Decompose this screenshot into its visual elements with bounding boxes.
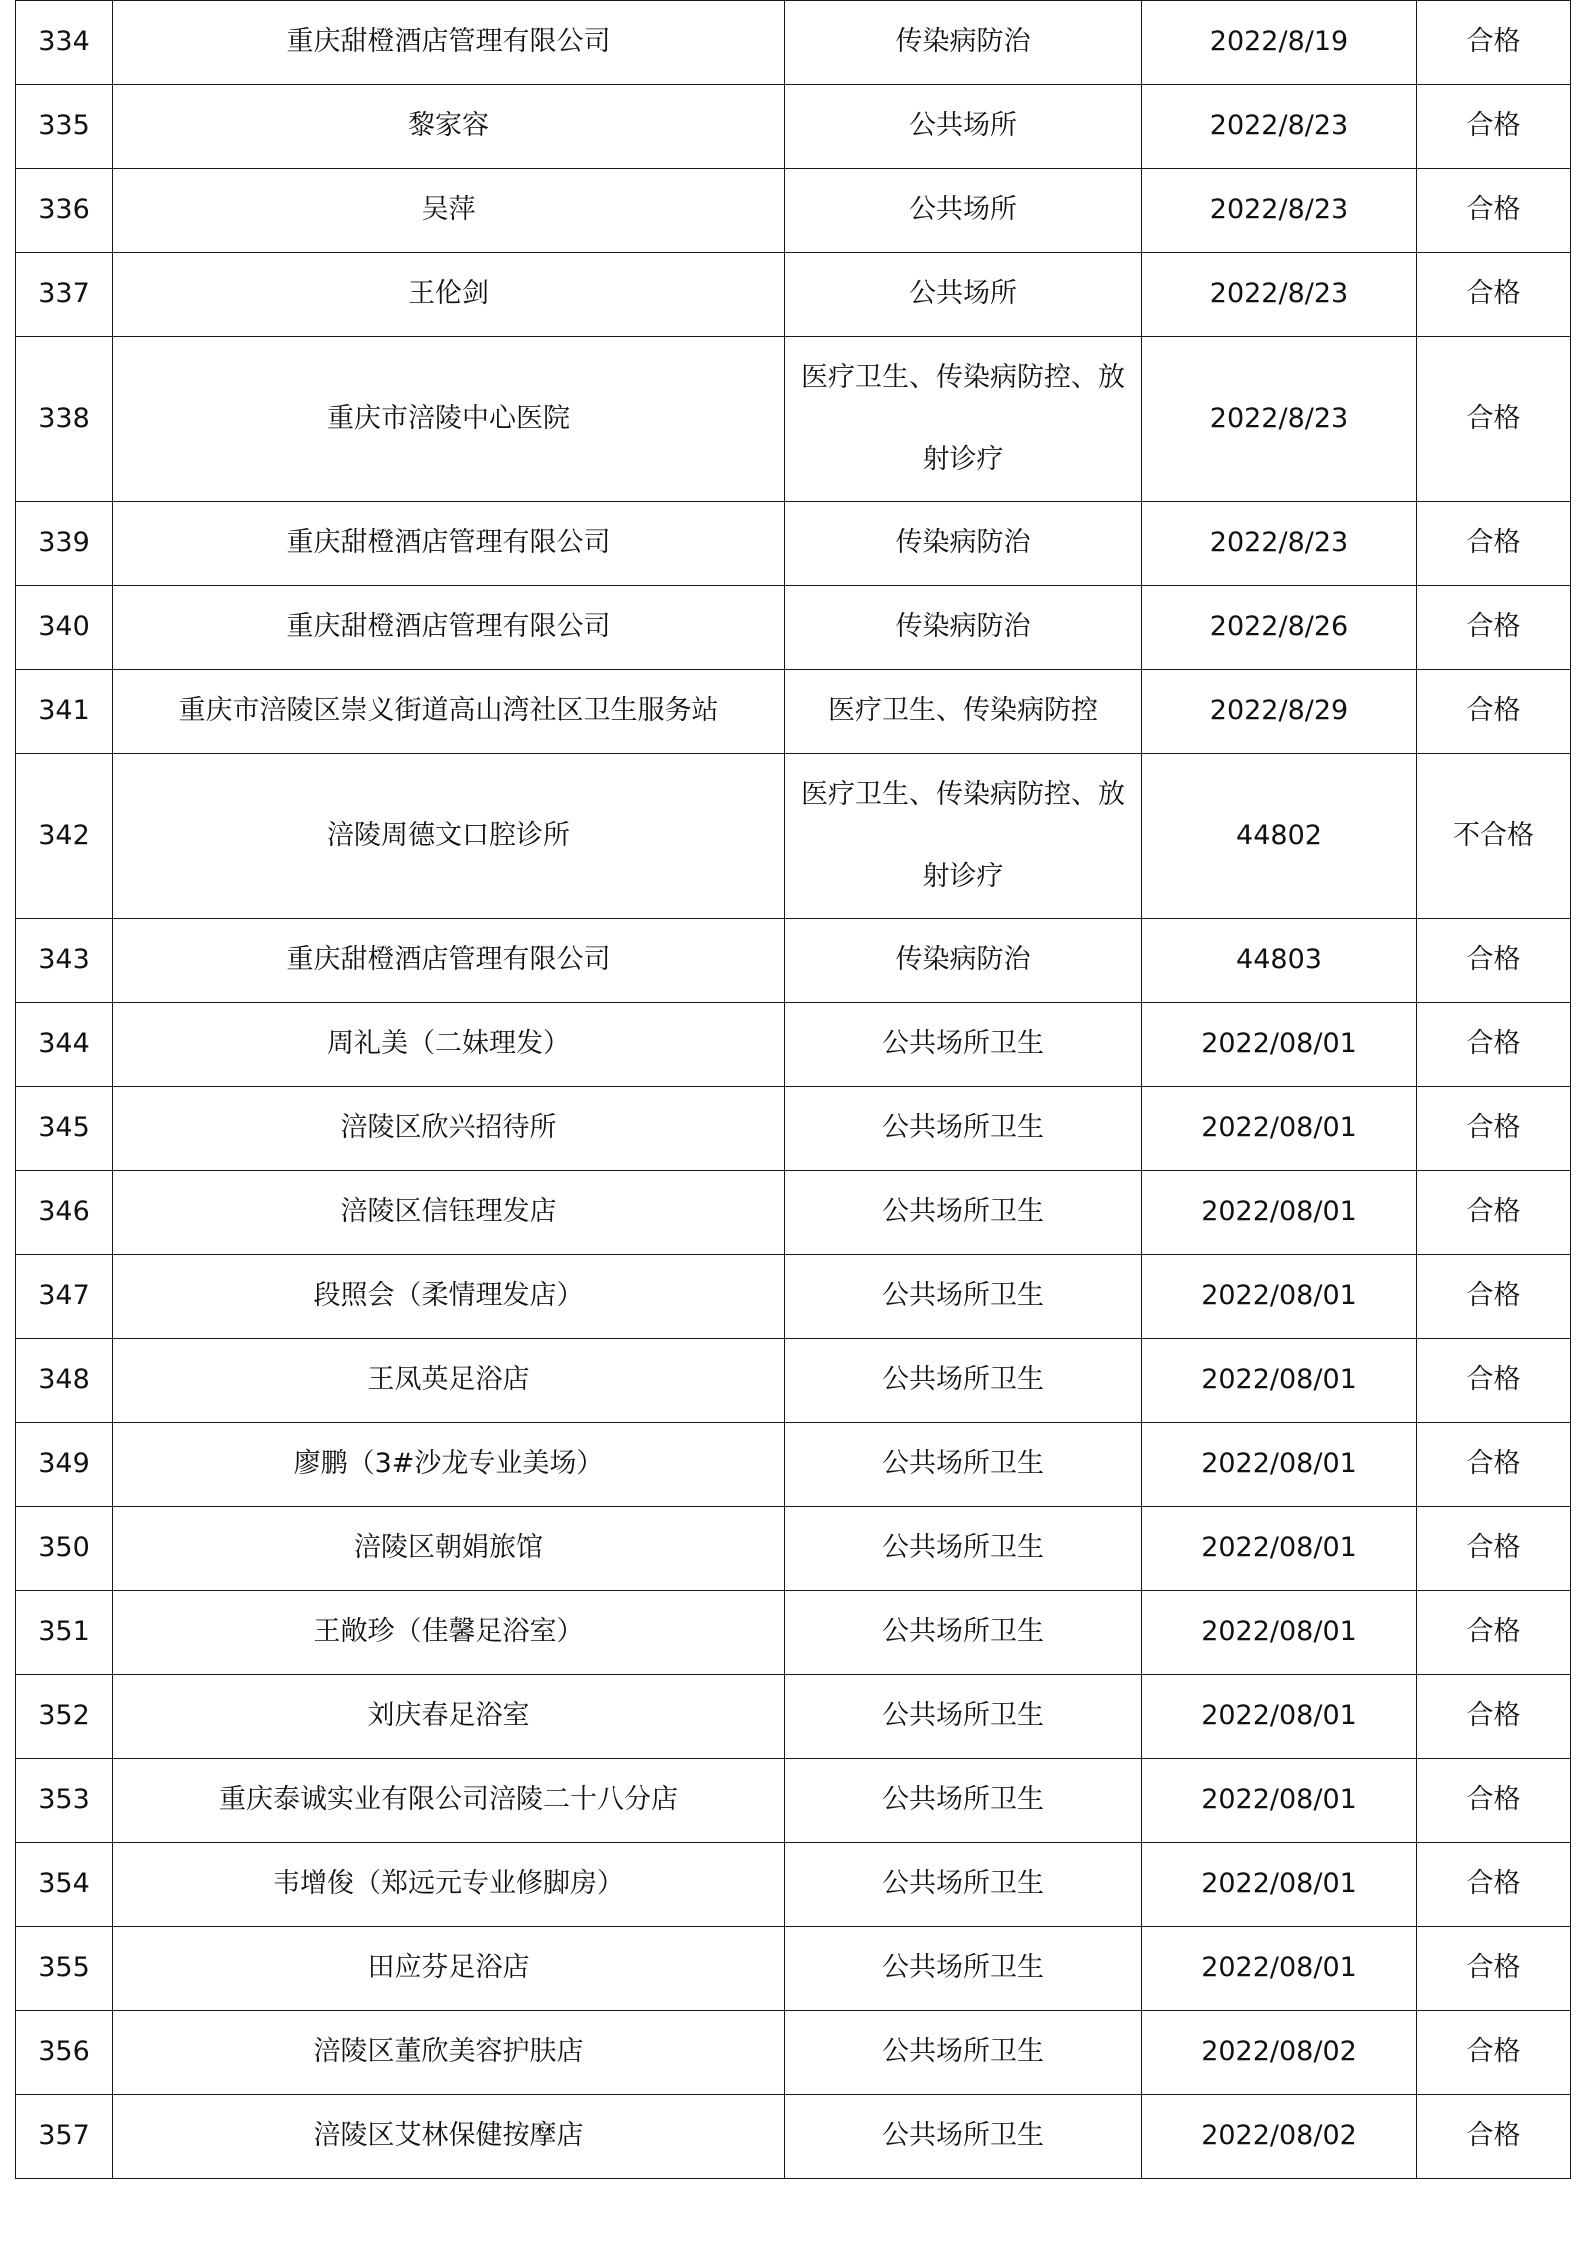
table-row: [16, 2095, 1571, 2179]
row-number-cell: 346: [16, 1171, 113, 1255]
result-cell: 合格: [1417, 670, 1571, 754]
date-cell: 2022/08/01: [1142, 1339, 1417, 1423]
category-cell: [785, 754, 1142, 919]
entity-name-cell: 吴萍: [113, 169, 785, 253]
result-cell: 合格: [1417, 586, 1571, 670]
result-cell: 合格: [1417, 85, 1571, 169]
result-cell: 合格: [1417, 1339, 1571, 1423]
entity-name-cell: 刘庆春足浴室: [113, 1675, 785, 1759]
entity-name-cell: 重庆甜橙酒店管理有限公司: [113, 919, 785, 1003]
table-row: [16, 1087, 1571, 1171]
category-cell: [785, 1003, 1142, 1087]
category-cell: [785, 1843, 1142, 1927]
table-row: [16, 1927, 1571, 2011]
table-body: [16, 1, 1571, 2179]
result-cell: 合格: [1417, 2011, 1571, 2095]
category-line: 传染病防治: [895, 26, 1031, 58]
category-line: 公共场所卫生: [882, 1700, 1044, 1732]
date-cell: 2022/08/01: [1142, 1591, 1417, 1675]
category-line: 射诊疗: [922, 444, 1004, 475]
category-cell: [785, 1171, 1142, 1255]
row-number-cell: 340: [16, 586, 113, 670]
date-cell: 2022/8/23: [1142, 253, 1417, 337]
category-line: 公共场所卫生: [882, 1364, 1044, 1396]
date-cell: 2022/8/23: [1142, 502, 1417, 586]
entity-name-cell: 段照会（柔情理发店）: [113, 1255, 785, 1339]
result-cell: 不合格: [1417, 754, 1571, 919]
table-row: [16, 670, 1571, 754]
category-line: 医疗卫生、传染病防控、放: [801, 779, 1125, 810]
category-line: 公共场所卫生: [882, 2120, 1044, 2152]
row-number-cell: 336: [16, 169, 113, 253]
entity-name-cell: 王敞珍（佳馨足浴室）: [113, 1591, 785, 1675]
category-cell: [785, 919, 1142, 1003]
row-number-cell: 350: [16, 1507, 113, 1591]
category-cell: [785, 1, 1142, 85]
result-cell: 合格: [1417, 1675, 1571, 1759]
row-number-cell: 342: [16, 754, 113, 919]
category-cell: [785, 1591, 1142, 1675]
row-number-cell: 334: [16, 1, 113, 85]
category-cell: [785, 1339, 1142, 1423]
entity-name-cell: 重庆甜橙酒店管理有限公司: [113, 1, 785, 85]
category-line: 公共场所卫生: [882, 1028, 1044, 1060]
inspection-table: [15, 0, 1571, 2179]
table-row: [16, 754, 1571, 919]
row-number-cell: 348: [16, 1339, 113, 1423]
category-line: 公共场所卫生: [882, 1448, 1044, 1480]
category-cell: [785, 1675, 1142, 1759]
date-cell: 2022/8/23: [1142, 85, 1417, 169]
result-cell: 合格: [1417, 502, 1571, 586]
entity-name-cell: 黎家容: [113, 85, 785, 169]
category-line: 传染病防治: [895, 611, 1031, 643]
date-cell: 2022/08/01: [1142, 1087, 1417, 1171]
row-number-cell: 344: [16, 1003, 113, 1087]
row-number-cell: 349: [16, 1423, 113, 1507]
category-line: 公共场所: [909, 110, 1017, 142]
category-line: 公共场所: [909, 278, 1017, 310]
date-cell: 2022/8/19: [1142, 1, 1417, 85]
result-cell: 合格: [1417, 2095, 1571, 2179]
entity-name-cell: 王伦剑: [113, 253, 785, 337]
date-cell: 2022/08/01: [1142, 1675, 1417, 1759]
row-number-cell: 343: [16, 919, 113, 1003]
entity-name-cell: 涪陵区欣兴招待所: [113, 1087, 785, 1171]
date-cell: 2022/08/01: [1142, 1507, 1417, 1591]
category-cell: [785, 337, 1142, 502]
table-row: [16, 1759, 1571, 1843]
result-cell: 合格: [1417, 1423, 1571, 1507]
date-cell: 2022/8/23: [1142, 169, 1417, 253]
row-number-cell: 338: [16, 337, 113, 502]
table-row: [16, 1171, 1571, 1255]
category-line: 公共场所卫生: [882, 1112, 1044, 1144]
row-number-cell: 337: [16, 253, 113, 337]
date-cell: 2022/08/01: [1142, 1843, 1417, 1927]
category-cell: [785, 586, 1142, 670]
entity-name-cell: 涪陵区艾林保健按摩店: [113, 2095, 785, 2179]
date-cell: 2022/08/02: [1142, 2095, 1417, 2179]
row-number-cell: 339: [16, 502, 113, 586]
date-cell: 2022/08/01: [1142, 1003, 1417, 1087]
category-cell: [785, 1423, 1142, 1507]
entity-name-cell: 田应芬足浴店: [113, 1927, 785, 2011]
table-row: [16, 337, 1571, 502]
entity-name-cell: 重庆甜橙酒店管理有限公司: [113, 586, 785, 670]
category-cell: [785, 2095, 1142, 2179]
row-number-cell: 357: [16, 2095, 113, 2179]
row-number-cell: 353: [16, 1759, 113, 1843]
date-cell: 2022/08/01: [1142, 1759, 1417, 1843]
result-cell: 合格: [1417, 1843, 1571, 1927]
category-cell: [785, 1507, 1142, 1591]
category-line: 医疗卫生、传染病防控: [828, 695, 1098, 727]
entity-name-cell: 韦增俊（郑远元专业修脚房）: [113, 1843, 785, 1927]
category-line: 射诊疗: [922, 861, 1004, 892]
row-number-cell: 355: [16, 1927, 113, 2011]
table-row: [16, 1675, 1571, 1759]
table-row: [16, 1843, 1571, 1927]
category-cell: [785, 85, 1142, 169]
result-cell: 合格: [1417, 1507, 1571, 1591]
table-row: [16, 1255, 1571, 1339]
row-number-cell: 341: [16, 670, 113, 754]
table-row: [16, 1, 1571, 85]
date-cell: 44802: [1142, 754, 1417, 919]
category-line: 传染病防治: [895, 527, 1031, 559]
category-line: 公共场所卫生: [882, 1868, 1044, 1900]
table-row: [16, 1507, 1571, 1591]
entity-name-cell: 涪陵周德文口腔诊所: [113, 754, 785, 919]
category-line: 公共场所卫生: [882, 2036, 1044, 2068]
date-cell: 44803: [1142, 919, 1417, 1003]
category-line: 公共场所卫生: [882, 1616, 1044, 1648]
row-number-cell: 354: [16, 1843, 113, 1927]
entity-name-cell: 重庆甜橙酒店管理有限公司: [113, 502, 785, 586]
table-row: [16, 1423, 1571, 1507]
date-cell: 2022/08/02: [1142, 2011, 1417, 2095]
result-cell: 合格: [1417, 1591, 1571, 1675]
date-cell: 2022/08/01: [1142, 1423, 1417, 1507]
result-cell: 合格: [1417, 919, 1571, 1003]
category-line: 公共场所卫生: [882, 1784, 1044, 1816]
result-cell: 合格: [1417, 1171, 1571, 1255]
table-row: [16, 919, 1571, 1003]
row-number-cell: 347: [16, 1255, 113, 1339]
category-cell: [785, 253, 1142, 337]
result-cell: 合格: [1417, 1255, 1571, 1339]
entity-name-cell: 涪陵区信钰理发店: [113, 1171, 785, 1255]
result-cell: 合格: [1417, 1, 1571, 85]
table-row: [16, 1591, 1571, 1675]
entity-name-cell: 王凤英足浴店: [113, 1339, 785, 1423]
category-cell: [785, 2011, 1142, 2095]
date-cell: 2022/8/23: [1142, 337, 1417, 502]
category-cell: [785, 169, 1142, 253]
row-number-cell: 345: [16, 1087, 113, 1171]
entity-name-cell: 重庆泰诚实业有限公司涪陵二十八分店: [113, 1759, 785, 1843]
entity-name-cell: 涪陵区董欣美容护肤店: [113, 2011, 785, 2095]
table-row: [16, 586, 1571, 670]
table-row: [16, 1339, 1571, 1423]
category-line: 公共场所卫生: [882, 1532, 1044, 1564]
result-cell: 合格: [1417, 253, 1571, 337]
result-cell: 合格: [1417, 1927, 1571, 2011]
category-line: 公共场所: [909, 194, 1017, 226]
category-cell: [785, 1087, 1142, 1171]
category-cell: [785, 502, 1142, 586]
entity-name-cell: 涪陵区朝娟旅馆: [113, 1507, 785, 1591]
entity-name-cell: 周礼美（二妹理发）: [113, 1003, 785, 1087]
category-cell: [785, 1255, 1142, 1339]
table-row: [16, 2011, 1571, 2095]
result-cell: 合格: [1417, 169, 1571, 253]
row-number-cell: 335: [16, 85, 113, 169]
date-cell: 2022/08/01: [1142, 1927, 1417, 2011]
table-row: [16, 85, 1571, 169]
date-cell: 2022/08/01: [1142, 1171, 1417, 1255]
table-row: [16, 169, 1571, 253]
category-line: 公共场所卫生: [882, 1952, 1044, 1984]
category-cell: [785, 1759, 1142, 1843]
category-line: 医疗卫生、传染病防控、放: [801, 362, 1125, 393]
table-row: [16, 253, 1571, 337]
entity-name-cell: 廖鹏（3#沙龙专业美场）: [113, 1423, 785, 1507]
category-line: 公共场所卫生: [882, 1196, 1044, 1228]
category-cell: [785, 1927, 1142, 2011]
row-number-cell: 352: [16, 1675, 113, 1759]
result-cell: 合格: [1417, 1087, 1571, 1171]
date-cell: 2022/08/01: [1142, 1255, 1417, 1339]
entity-name-cell: 重庆市涪陵区崇义街道高山湾社区卫生服务站: [113, 670, 785, 754]
category-cell: [785, 670, 1142, 754]
table-row: [16, 1003, 1571, 1087]
category-line: 传染病防治: [895, 944, 1031, 976]
row-number-cell: 351: [16, 1591, 113, 1675]
result-cell: 合格: [1417, 1759, 1571, 1843]
table-row: [16, 502, 1571, 586]
result-cell: 合格: [1417, 337, 1571, 502]
date-cell: 2022/8/29: [1142, 670, 1417, 754]
category-line: 公共场所卫生: [882, 1280, 1044, 1312]
row-number-cell: 356: [16, 2011, 113, 2095]
entity-name-cell: 重庆市涪陵中心医院: [113, 337, 785, 502]
date-cell: 2022/8/26: [1142, 586, 1417, 670]
result-cell: 合格: [1417, 1003, 1571, 1087]
